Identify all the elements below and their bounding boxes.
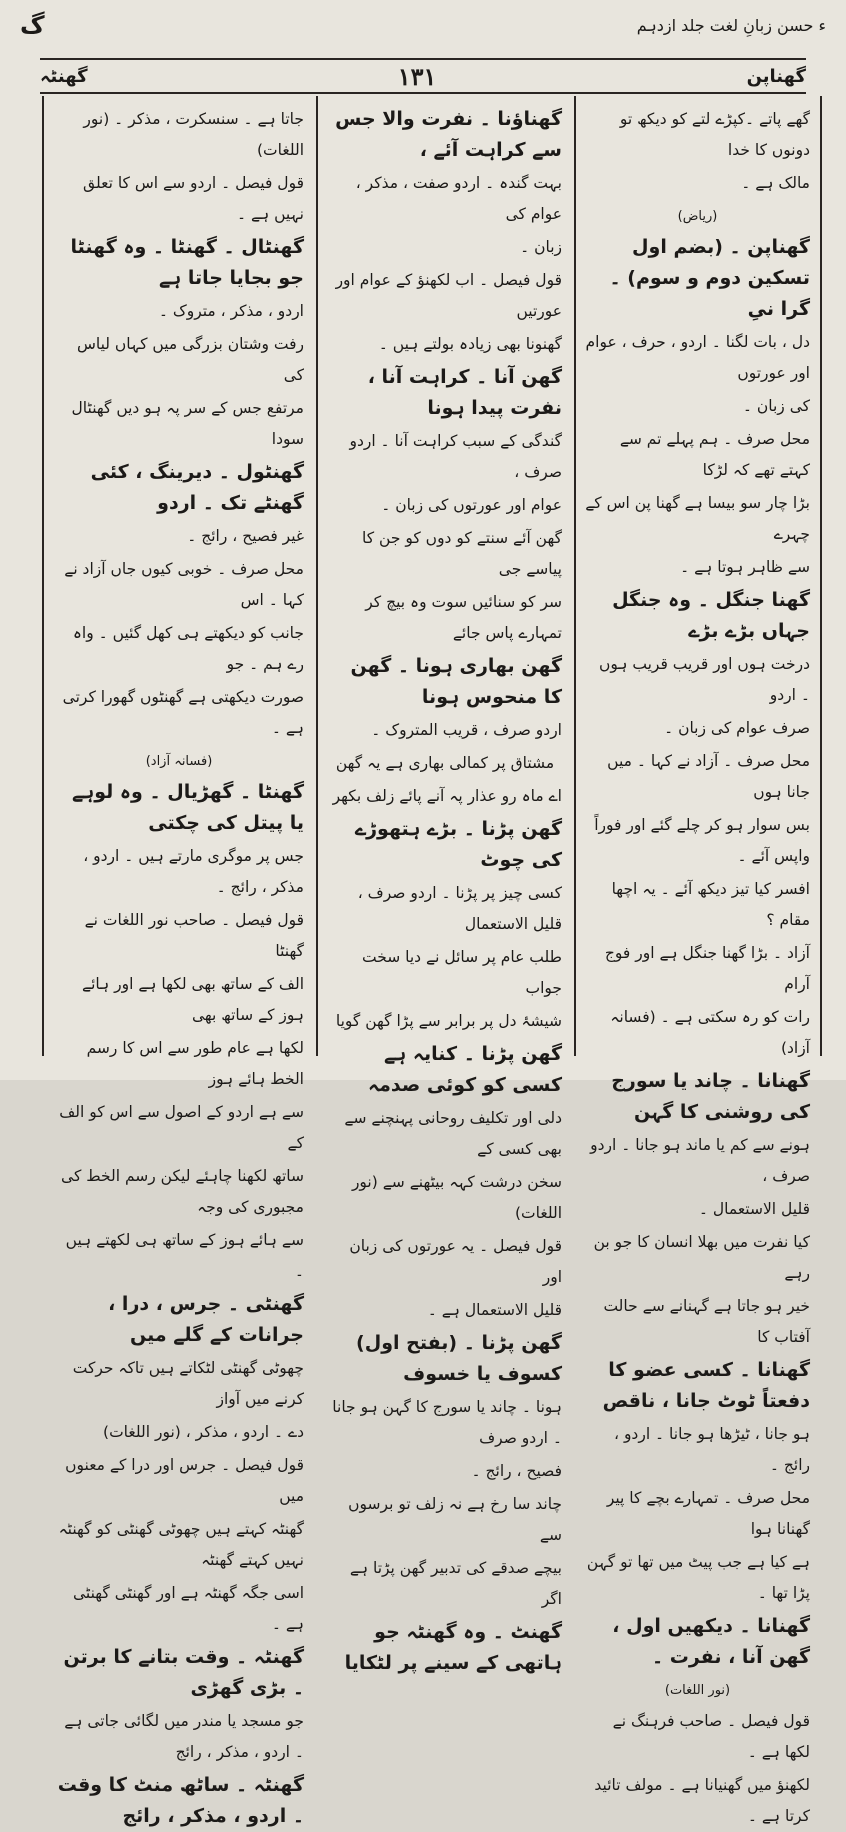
text-line: مالک ہے ۔ (741, 174, 810, 192)
text-line: اردو صرف ، قریب المتروک ۔ (371, 721, 562, 739)
headword-line: گھنانا ۔ چاند یا سورج کی روشنی کا گہن (611, 1070, 810, 1123)
headword-line: گھن آنا ۔ کراہت آنا ، نفرت پیدا ہونا (367, 366, 562, 419)
column-middle (318, 96, 572, 1674)
text-line: قول فیصل ۔ اب لکھنؤ کے عوام اور عورتیں (335, 271, 562, 320)
text-line: ہونے سے کم یا ماند ہو جانا ۔ اردو صرف ، (590, 1136, 810, 1185)
text-line: محل صرف ۔ خوبی کیوں جاں آزاد نے کہا ۔ اس (64, 560, 304, 609)
text-line: گھنونا بھی زیادہ بولتے ہیں ۔ (378, 335, 562, 353)
text-line: ہونا ۔ چاند یا سورج کا گہن ہو جانا ۔ اردو صرف (332, 1398, 562, 1447)
text-line: فصیح ، رائج ۔ (471, 1462, 562, 1480)
text-line: مشتاق پر کمالی بھاری ہے یہ گھن (335, 754, 555, 772)
text-line: قول فیصل ۔ اردو سے اس کا تعلق نہیں ہے ۔ (83, 174, 304, 223)
text-line: لکھنؤ میں گھنیانا ہے ۔ مولف تائید کرتا ہے ۔ (594, 1776, 810, 1825)
headword-line: گھن پڑنا ۔ بڑے ہتھوڑے کی چوٹ (354, 818, 562, 871)
text-line: ساتھ لکھنا چاہئے لیکن رسم الخط کی مجبوری کی وجہ (61, 1167, 304, 1216)
headword-line: گھنٹول ۔ دیرینگ ، کئی گھنٹے تک ۔ اردو (90, 461, 304, 514)
text-line: سر کو سنائیں سوت وہ بیچ کر تمہارے پاس جائے (365, 593, 562, 642)
section-letter: گ (20, 11, 45, 39)
column-divider (820, 96, 822, 1056)
text-line: دل ، بات لگنا ۔ اردو ، حرف ، عوام اور عورتوں (585, 333, 810, 382)
text-line: کی زبان ۔ (742, 397, 810, 415)
text-line: قلیل الاستعمال ہے ۔ (427, 1301, 562, 1319)
text-line: محل صرف ۔ آزاد نے کہا ۔ میں جانا ہوں (607, 752, 810, 801)
column-left (44, 96, 314, 1827)
text-line: جانب کو دیکھتے ہی کھل گئیں ۔ واہ رے ہم ۔ جو (72, 624, 304, 673)
text-line: محل صرف ۔ تمہارے بچے کا پیر گھنانا ہوا (606, 1489, 810, 1538)
text-line: اردو ، مذکر ، متروک ۔ (158, 302, 304, 320)
headword-line: گھنٹ ۔ وہ گھنٹہ جو ہاتھی کے سینے پر لٹکایا (344, 1621, 562, 1674)
text-line: ہے کیا ہے جب پیٹ میں تھا تو گہن پڑا تھا ۔ (586, 1553, 810, 1602)
last-headword: گھنٹہ (40, 65, 88, 87)
text-line: غیر فصیح ، رائج ۔ (187, 527, 304, 545)
text-line: سے ظاہر ہوتا ہے ۔ (680, 558, 810, 576)
headword-line: گھن پڑنا ۔ (بفتح اول) کسوف یا خسوف (356, 1332, 562, 1385)
text-line: درخت ہوں اور قریب قریب ہوں ۔ اردو (598, 655, 810, 704)
text-line: دلی اور تکلیف روحانی پہنچنے سے بھی کسی کے (344, 1109, 562, 1158)
text-line: جس پر موگری مارتے ہیں ۔ اردو ، مذکر ، رائج ۔ (83, 847, 304, 896)
text-line: صورت دیکھتی ہے گھنٹوں گھورا کرتی ہے ۔ (62, 688, 304, 737)
text-line: رات کو رہ سکتی ہے ۔ (فسانہ آزاد) (610, 1008, 810, 1057)
text-line: صرف عوام کی زبان ۔ (664, 719, 810, 737)
text-line: طلب عام پر سائل نے دیا سخت جواب (362, 948, 562, 997)
text-line: بس سوار ہو کر چلے گئے اور فوراً واپس آئے ۔ (594, 816, 810, 865)
headword-line: گھنٹی ۔ جرس ، درا ، جرانات کے گلے میں (108, 1293, 304, 1346)
headword-line: گھنانا ۔ کسی عضو کا دفعتاً ٹوٹ جانا ، ناقص (602, 1359, 810, 1412)
header-rule-bottom (40, 92, 806, 94)
text-line: گھن آئے سنتے کو دوں کو جن کا پیاسے جی (362, 529, 562, 578)
headword-line: گھناپن ۔ (بضم اول تسکین دوم و سوم) ۔ گرا نیِ (609, 236, 810, 320)
text-line: قول فیصل ۔ جرس اور درا کے معنوں میں (65, 1456, 304, 1505)
text-line: ہو جانا ، ٹیڑھا ہو جانا ۔ اردو ، رائج ۔ (614, 1425, 810, 1474)
text-line: شیشۂ دل پر برابر سے پڑا گھن گویا (335, 1012, 562, 1030)
text-line: سے ہے اردو کے اصول سے اس کو الف کے (59, 1103, 304, 1152)
text-line: الف کے ساتھ بھی لکھا ہے اور ہائے ہوز کے ساتھ بھی (81, 975, 304, 1024)
text-line: مرتفع جس کے سر پہ ہو دیں گھنٹال سودا (71, 399, 304, 448)
text-line: بڑا چار سو بیسا ہے گھنا پن اس کے چہرے (585, 494, 810, 543)
text-line: گندگی کے سبب کراہت آنا ۔ اردو صرف ، (349, 432, 562, 481)
text-line: بہت گندہ ۔ اردو صفت ، مذکر ، عوام کی (355, 174, 562, 223)
text-line: خیر ہو جاتا ہے گہنانے سے حالت آفتاب کا (603, 1297, 810, 1346)
text-line: افسر کیا تیز دیکھ آئے ۔ یہ اچھا مقام ؟ (611, 880, 810, 929)
text-line: (فسانہ آزاد) (145, 754, 213, 769)
text-line: قول فیصل ۔ صاحب فرہنگ نے لکھا ہے ۔ (612, 1712, 810, 1761)
first-headword: گھناپن (746, 65, 806, 87)
text-line: گھنٹہ کہتے ہیں چھوٹی گھنٹی کو گھنٹہ نہیں کہتے گھنٹہ (58, 1520, 304, 1569)
headword-line: گھنٹہ ۔ ساٹھ منٹ کا وقت ۔ اردو ، مذکر ، رائج (57, 1774, 304, 1827)
text-line: جو مسجد یا مندر میں لگائی جاتی ہے ۔ اردو ، مذکر ، رائج (64, 1712, 304, 1761)
headword-line: گھن پڑنا ۔ کنایہ ہے کسی کو کوئی صدمہ (368, 1043, 562, 1096)
text-line: سخن درشت کہہ بیٹھنے سے (نور اللغات) (351, 1173, 562, 1222)
text-line: قول فیصل ۔ یہ عورتوں کی زبان اور (349, 1237, 562, 1286)
text-line: آزاد ۔ بڑا گھنا جنگل ہے اور فوج آرام (604, 944, 810, 993)
headword-line: گھنانا ۔ دیکھیں اول ، گھن آنا ، نفرت ۔ (612, 1615, 810, 1668)
text-line: اے ماہ رو عذار پہ آنے پائے زلف بکھر (332, 787, 562, 805)
volume-title: ء حسن زبانِ لغت جلد ازدہم (636, 15, 826, 35)
text-line: دے ۔ اردو ، مذکر ، (نور اللغات) (103, 1423, 304, 1441)
text-line: چاند سا رخ ہے نہ زلف تو برسوں سے (348, 1495, 562, 1544)
text-line: گھے پاتے ۔کپڑے لتے کو دیکھ تو دونوں کا خدا (619, 110, 810, 159)
text-line: کیا نفرت میں بھلا انسان کا جو بن رہے (593, 1233, 810, 1282)
text-line: اسی جگہ گھنٹہ ہے اور گھنٹی گھنٹی ہے ۔ (73, 1584, 304, 1633)
headword-line: گھنٹا ۔ گھڑیال ۔ وہ لوہے یا پیتل کی چکتی (72, 781, 304, 834)
text-line: قول فیصل ۔ صاحب نور اللغات نے گھنٹا (84, 911, 304, 960)
text-line: کسی چیز پر پڑنا ۔ اردو صرف ، قلیل الاستعمال (357, 884, 562, 933)
headword-line: گھنٹال ۔ گھنٹا ۔ وہ گھنٹا جو بجایا جاتا ہے (70, 236, 304, 289)
text-line: زبان ۔ (520, 238, 562, 256)
headword-line: گھن بھاری ہونا ۔ گھن کا منحوس ہونا (350, 655, 562, 708)
text-line: قلیل الاستعمال ۔ (698, 1200, 810, 1218)
headword-line: گھنا جنگل ۔ وہ جنگل جہاں بڑے بڑے (612, 589, 810, 642)
column-right (575, 96, 820, 1825)
text-line: (ریاض) (677, 209, 718, 224)
text-line: رفت وشتان بزرگی میں کہاں لیاس کی (76, 335, 304, 384)
headword-line: گھناؤنا ۔ نفرت والا جس سے کراہت آئے ، (335, 108, 562, 161)
running-header (20, 8, 826, 42)
headword-line: گھنٹہ ۔ وقت بتانے کا برتن ۔ بڑی گھڑی (63, 1646, 304, 1699)
text-line: سے ہائے ہوز کے ساتھ ہی لکھتے ہیں ۔ (65, 1231, 304, 1280)
header-row (40, 60, 806, 92)
text-line: چھوٹی گھنٹی لٹکاتے ہیں تاکہ حرکت کرنے میں آواز (72, 1359, 304, 1408)
text-line: عوام اور عورتوں کی زبان ۔ (381, 496, 562, 514)
text-line: جاتا ہے ۔ سنسکرت ، مذکر ۔ (نور اللغات) (83, 110, 304, 159)
text-line: (نور اللغات) (664, 1683, 731, 1698)
page-number: ۱۳۱ (397, 61, 437, 91)
text-line: بیچے صدقے کی تدبیر گھن پڑتا ہے اگر (349, 1559, 562, 1608)
text-line: محل صرف ۔ ہم پہلے تم سے کہتے تھے کہ لڑکا (619, 430, 810, 479)
text-line: لکھا ہے عام طور سے اس کا رسم الخط ہائے ہوز (86, 1039, 304, 1088)
